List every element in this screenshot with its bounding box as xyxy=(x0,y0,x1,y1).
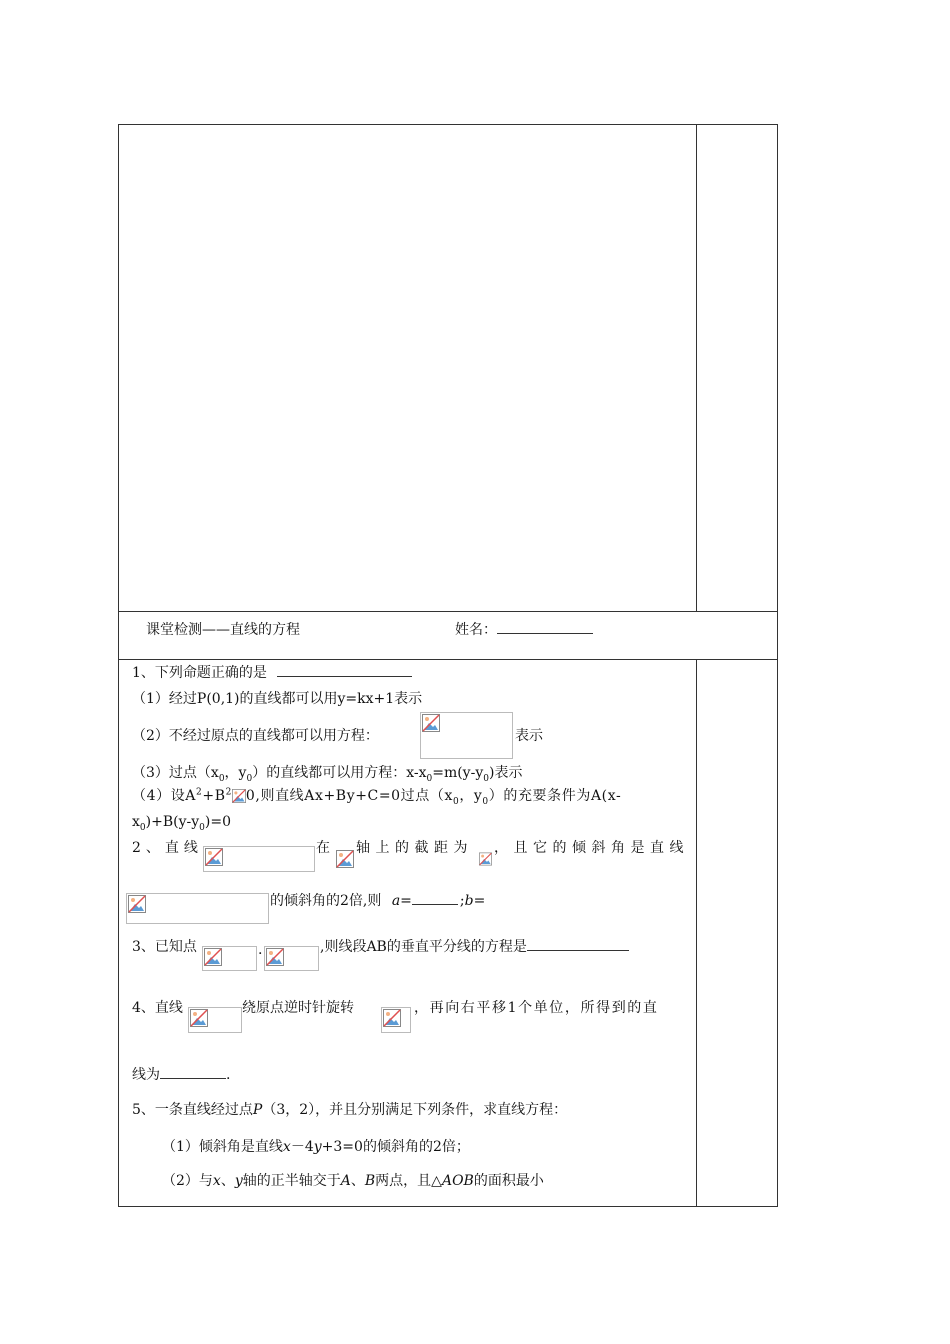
q1-o4-part: ，y xyxy=(459,788,483,804)
q5-condition-1 xyxy=(162,1137,470,1157)
q3-text-a: 3、已知点 xyxy=(132,939,197,955)
q4-text-c: ，再向右平移1个单位，所得到的直 xyxy=(414,1000,659,1016)
q1-o3-part: )表示 xyxy=(488,765,523,781)
subscript: 0 xyxy=(246,773,253,784)
row-divider-2 xyxy=(118,659,778,660)
q4-text-b: 绕原点逆时针旋转 xyxy=(242,1000,354,1016)
q1-o4-part: )=0 xyxy=(204,814,231,830)
q5-c2-text: 、 xyxy=(350,1173,365,1189)
q5-condition-2 xyxy=(162,1171,544,1191)
table-border-bottom xyxy=(118,1206,778,1207)
q1-o3-part: ）的直线都可以用方程：x-x xyxy=(252,765,427,781)
q2-intercept-image xyxy=(479,850,493,870)
name-label xyxy=(455,620,593,640)
superscript: 2 xyxy=(196,787,203,798)
row-divider-1 xyxy=(118,611,778,612)
q1-option-2-suffix: 表示 xyxy=(515,728,543,744)
column-divider-top xyxy=(696,124,697,612)
quiz-title: 课堂检测——直线的方程 xyxy=(146,622,300,638)
q1-o4-part: ）的充要条件为A(x- xyxy=(488,788,622,804)
q1-option-1: （1）经过P(0,1)的直线都可以用y=kx+1表示 xyxy=(132,691,423,707)
var-x: x xyxy=(212,1173,221,1189)
q1-o4-part: x xyxy=(132,814,140,830)
q3-b-text: ,则线段AB的垂直平分线的方程是 xyxy=(320,939,527,955)
q5-c1-text: －4 xyxy=(290,1139,314,1155)
equals: = xyxy=(400,893,412,909)
subscript: 0 xyxy=(452,796,460,807)
broken-image-icon xyxy=(128,895,146,913)
q4-text-a: 4、直线 xyxy=(132,1000,183,1016)
table-border-left xyxy=(118,124,119,1207)
table-border-top xyxy=(118,124,778,125)
q5-c2-text: 的面积最小 xyxy=(473,1173,544,1189)
q2-text-a: 2、直线 xyxy=(132,840,203,856)
subscript: 0 xyxy=(199,822,205,833)
q1-option-4-cont xyxy=(132,812,231,832)
q5-stem xyxy=(132,1100,567,1120)
q1-answer-blank[interactable] xyxy=(277,676,412,677)
var-b-point: B xyxy=(364,1173,376,1189)
var-aob: AOB xyxy=(441,1173,474,1189)
q2-axis-image xyxy=(335,849,355,869)
q1-option-3 xyxy=(132,763,522,783)
var-b: b xyxy=(464,893,474,909)
equals: = xyxy=(473,893,486,909)
name-blank[interactable] xyxy=(497,633,593,634)
subscript: 0 xyxy=(426,773,433,784)
subscript: 0 xyxy=(139,822,146,833)
table-border-right xyxy=(777,124,778,1207)
q1-o3-part: =m(y-y xyxy=(432,765,484,781)
subscript: 0 xyxy=(483,773,489,784)
q2-e-text: 的倾斜角的2倍,则 xyxy=(270,893,382,909)
q3-separator: . xyxy=(258,942,263,958)
q1-o4-part: 0,则直线Ax+By+C=0过点（x xyxy=(245,788,453,804)
broken-image-icon xyxy=(205,848,223,866)
period: . xyxy=(226,1067,231,1083)
broken-image-icon xyxy=(383,1009,401,1027)
q1-o4-part: +B xyxy=(202,788,226,804)
q1-option-2-text: （2）不经过原点的直线都可以用方程： xyxy=(132,728,379,744)
broken-image-icon xyxy=(479,850,492,868)
q4-answer-blank[interactable] xyxy=(160,1078,226,1079)
q5-c2-text: 两点，且△ xyxy=(375,1173,442,1189)
q3-point-b-image xyxy=(264,946,319,971)
q2-text-d: ，且它的倾斜角是直线 xyxy=(494,840,689,856)
q5-c2-text: 、 xyxy=(220,1173,235,1189)
var-p: P xyxy=(252,1102,263,1118)
broken-image-icon xyxy=(266,948,284,966)
q1-option-2-formula-image xyxy=(420,712,513,759)
broken-image-icon xyxy=(422,714,440,732)
q3-answer-blank[interactable] xyxy=(527,950,629,951)
q2-line-formula-image xyxy=(203,846,315,872)
q2-text-b: 在 xyxy=(316,840,330,856)
var-y: y xyxy=(313,1139,322,1155)
q1-o4-part: )+B(y-y xyxy=(145,814,200,830)
var-x: x xyxy=(282,1139,291,1155)
q5-c2-text: 轴的正半轴交于 xyxy=(242,1173,341,1189)
q5-stem-text: 5、一条直线经过点 xyxy=(132,1102,253,1118)
q1-o3-part: （3）过点（x xyxy=(132,765,219,781)
subscript: 0 xyxy=(482,796,489,807)
q1-o3-part: ，y xyxy=(224,765,247,781)
q5-c1-text: （1）倾斜角是直线 xyxy=(162,1139,283,1155)
broken-image-icon xyxy=(190,1009,208,1027)
q5-c1-text: +3=0的倾斜角的2倍； xyxy=(321,1139,470,1155)
broken-image-icon xyxy=(232,789,246,803)
var-a: a xyxy=(391,893,401,909)
q1-stem-text: 1、下列命题正确的是 xyxy=(132,665,267,681)
superscript: 2 xyxy=(225,787,232,798)
q4-text-d xyxy=(132,1065,230,1085)
var-a-point: A xyxy=(340,1173,351,1189)
column-divider-bottom xyxy=(696,659,697,1207)
semicolon: ; xyxy=(459,893,465,909)
q5-stem-text: （3，2），并且分别满足下列条件，求直线方程： xyxy=(262,1102,568,1118)
q1-o4-part: （4）设A xyxy=(132,788,197,804)
q5-c2-text: （2）与 xyxy=(162,1173,213,1189)
subscript: 0 xyxy=(218,773,225,784)
q2-a-blank[interactable] xyxy=(412,904,458,905)
broken-image-icon xyxy=(336,850,354,868)
var-y: y xyxy=(234,1173,243,1189)
name-label-text: 姓名： xyxy=(455,622,497,638)
q4-d-text: 线为 xyxy=(132,1067,160,1083)
q1-stem xyxy=(132,663,412,683)
q3-point-a-image xyxy=(202,946,257,971)
q1-option-4 xyxy=(132,786,621,806)
q4-line-image xyxy=(188,1007,242,1033)
q4-angle-image xyxy=(381,1007,411,1033)
broken-image-icon xyxy=(204,948,222,966)
q2-reference-line-image xyxy=(126,893,269,924)
q2-text-c: 轴上的截距为 xyxy=(356,840,473,856)
q3-text-b xyxy=(320,937,629,957)
q2-text-e xyxy=(270,891,485,911)
